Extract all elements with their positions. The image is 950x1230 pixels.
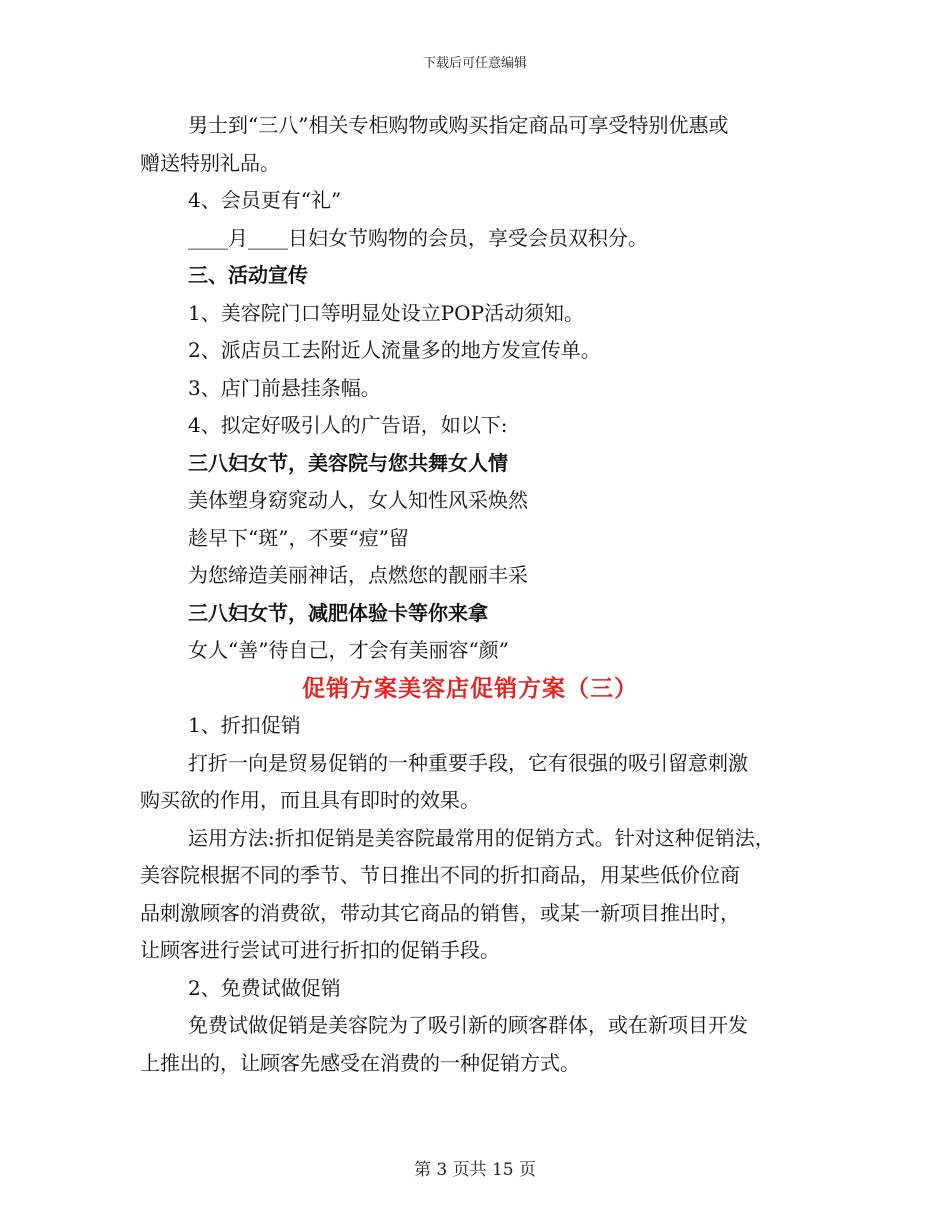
- list-item: 3、店门前悬挂条幅。: [188, 375, 381, 400]
- slogan-line: 为您缔造美丽神话，点燃您的靓丽丰采: [188, 563, 528, 587]
- slogan-line: 美体塑身窈窕动人，女人知性风采焕然: [188, 488, 528, 512]
- slogan-line: 女人“善”待自己，才会有美丽容“颜”: [188, 638, 509, 662]
- document-body: [140, 107, 810, 1082]
- paragraph: 美容院根据不同的季节、节日推出不同的折扣商品，用某些低价位商: [140, 863, 740, 887]
- paragraph: 免费试做促销是美容院为了吸引新的顾客群体，或在新项目开发: [188, 1013, 748, 1037]
- paragraph: 打折一向是贸易促销的一种重要手段，它有很强的吸引留意刺激: [188, 750, 748, 775]
- paragraph: 赠送特别礼品。: [140, 150, 280, 175]
- document-title: 促销方案美容店促销方案（三）: [302, 674, 638, 702]
- slogan-line: 趁早下“斑”，不要“痘”留: [188, 525, 409, 550]
- paragraph: 品刺激顾客的消费欲，带动其它商品的销售，或某一新项目推出时，: [140, 900, 740, 925]
- paragraph: 让顾客进行尝试可进行折扣的促销手段。: [140, 938, 500, 962]
- list-item: 4、会员更有“礼”: [188, 188, 342, 212]
- list-item: 1、折扣促销: [188, 713, 301, 737]
- slogan-heading: 三八妇女节，减肥体验卡等你来拿: [188, 600, 488, 625]
- section-heading: 三、活动宣传: [188, 263, 308, 287]
- list-item: 2、免费试做促销: [188, 975, 341, 1000]
- paragraph: ____月____日妇女节购物的会员，享受会员双积分。: [188, 225, 648, 250]
- slogan-heading: 三八妇女节，美容院与您共舞女人情: [188, 450, 508, 475]
- page-header: 下载后可任意编辑: [422, 56, 527, 71]
- list-item: 1、美容院门口等明显处设立POP活动须知。: [188, 300, 585, 325]
- paragraph: 购买欲的作用，而且具有即时的效果。: [140, 788, 480, 812]
- page-footer: 第 3 页共 15 页: [413, 1160, 537, 1180]
- paragraph: 上推出的，让顾客先感受在消费的一种促销方式。: [140, 1050, 580, 1075]
- paragraph: 运用方法:折扣促销是美容院最常用的促销方式。针对这种促销法，: [188, 825, 775, 850]
- list-item: 4、拟定好吸引人的广告语，如以下:: [188, 413, 508, 437]
- paragraph: 男士到“三八”相关专柜购物或购买指定商品可享受特别优惠或: [188, 113, 729, 137]
- list-item: 2、派店员工去附近人流量多的地方发宣传单。: [188, 338, 601, 362]
